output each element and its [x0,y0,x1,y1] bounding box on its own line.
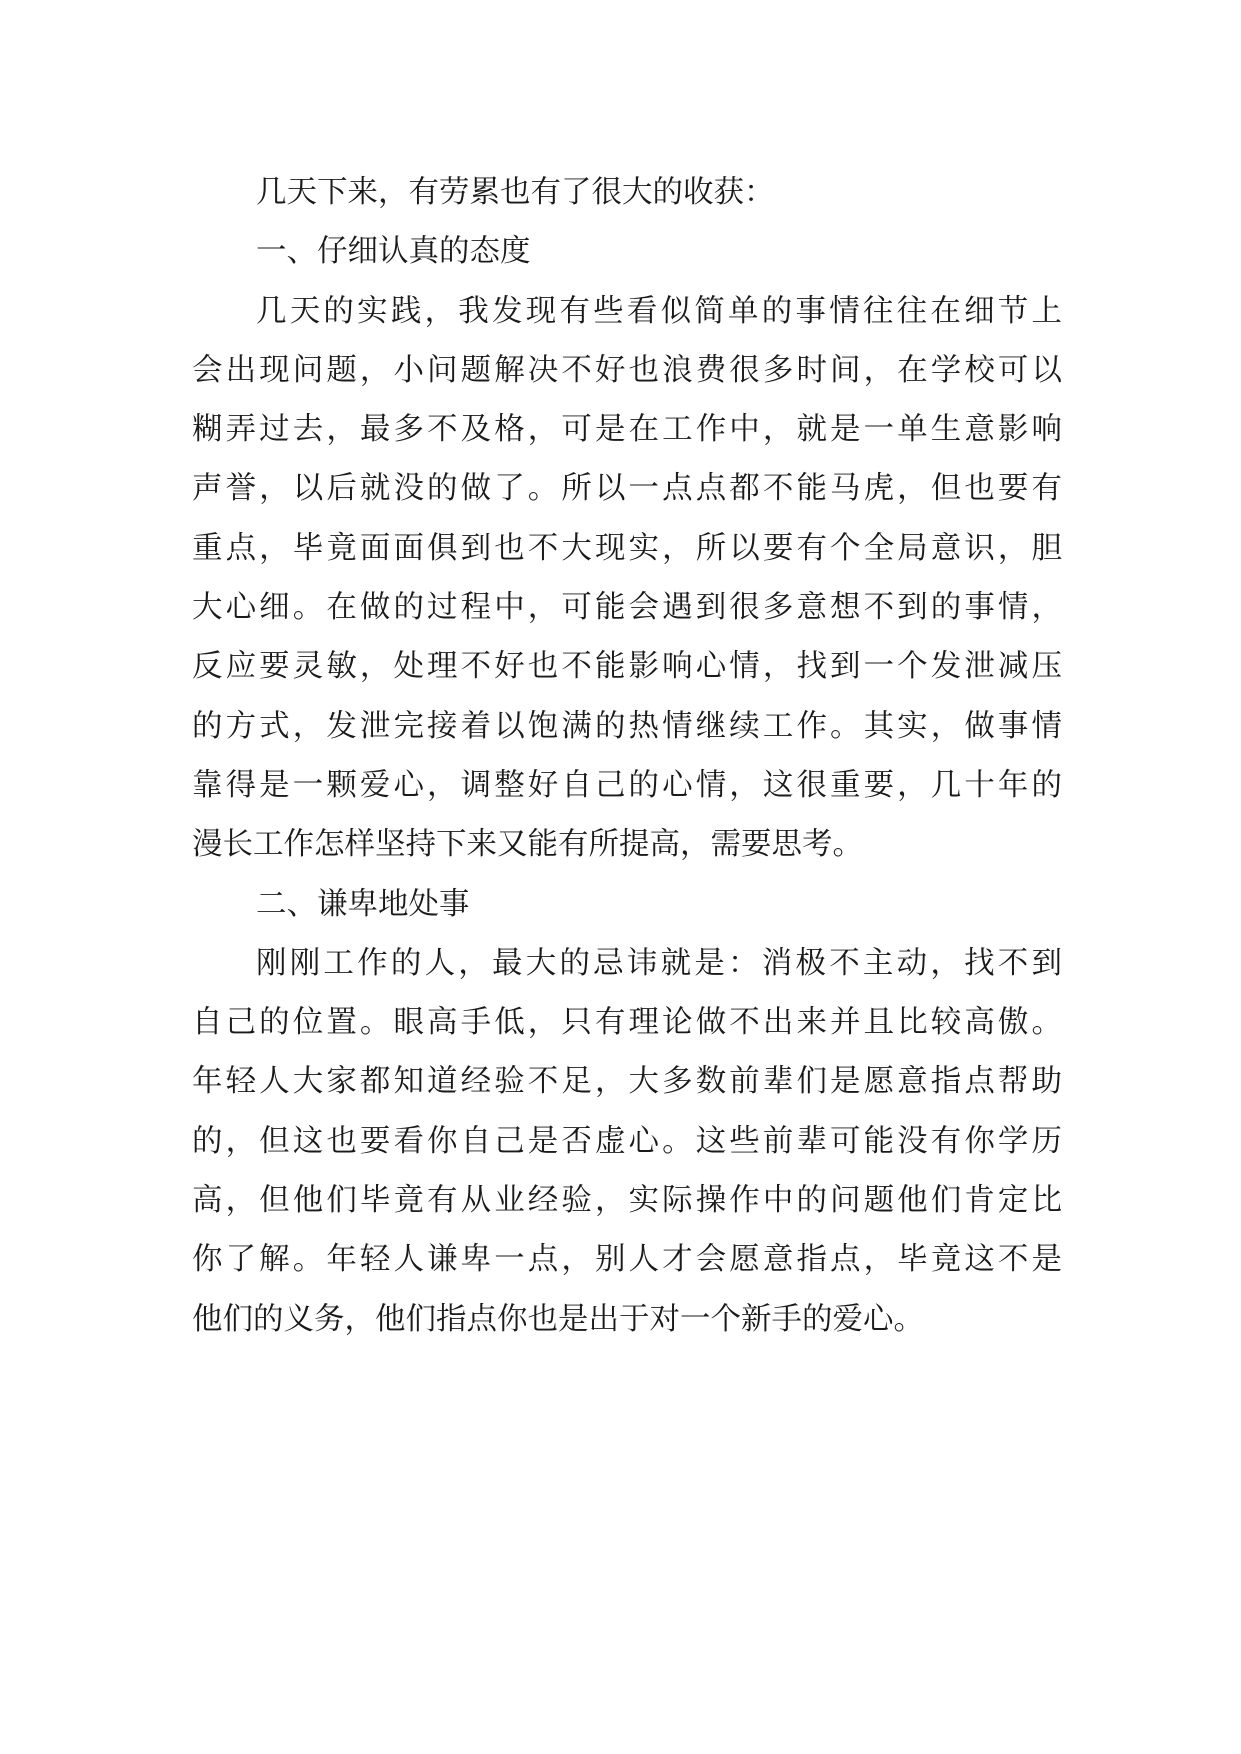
paragraph-1-line-4: 声誉，以后就没的做了。所以一点点都不能马虎，但也要有 [192,471,1062,507]
paragraph-1-line-10: 漫长工作怎样坚持下来又能有所提高，需要思考。 [192,827,863,863]
intro-line: 几天下来，有劳累也有了很大的收获： [256,175,775,210]
document-body [192,163,1062,1349]
section-heading-1: 一、仔细认真的态度 [256,234,531,270]
paragraph-1-line-2: 会出现问题，小问题解决不好也浪费很多时间，在学校可以 [192,352,1062,388]
paragraph-2-line-2: 自己的位置。眼高手低，只有理论做不出来并且比较高傲。 [192,1005,1062,1041]
paragraph-1-line-7: 反应要灵敏，处理不好也不能影响心情，找到一个发泄减压 [192,649,1062,685]
paragraph-2-line-3: 年轻人大家都知道经验不足，大多数前辈们是愿意指点帮助 [192,1064,1062,1100]
paragraph-1-line-5: 重点，毕竟面面俱到也不大现实，所以要有个全局意识，胆 [192,530,1062,566]
paragraph-1-line-8: 的方式，发泄完接着以饱满的热情继续工作。其实，做事情 [192,708,1062,744]
section-heading-2: 二、谦卑地处事 [256,886,470,922]
paragraph-1-line-9: 靠得是一颗爱心，调整好自己的心情，这很重要，几十年的 [192,767,1062,803]
paragraph-2-line-4: 的，但这也要看你自己是否虚心。这些前辈可能没有你学历 [192,1123,1062,1159]
paragraph-1-line-1: 几天的实践，我发现有些看似简单的事情往往在细节上 [256,293,1062,329]
paragraph-2-line-5: 高，但他们毕竟有从业经验，实际操作中的问题他们肯定比 [192,1183,1062,1219]
paragraph-2-line-7: 他们的义务，他们指点你也是出于对一个新手的爱心。 [192,1301,924,1337]
paragraph-1-line-6: 大心细。在做的过程中，可能会遇到很多意想不到的事情， [192,590,1062,626]
paragraph-2-line-6: 你了解。年轻人谦卑一点，别人才会愿意指点，毕竟这不是 [192,1242,1062,1278]
paragraph-2-line-1: 刚刚工作的人，最大的忌讳就是：消极不主动，找不到 [256,945,1062,981]
paragraph-1-line-3: 糊弄过去，最多不及格，可是在工作中，就是一单生意影响 [192,412,1062,448]
